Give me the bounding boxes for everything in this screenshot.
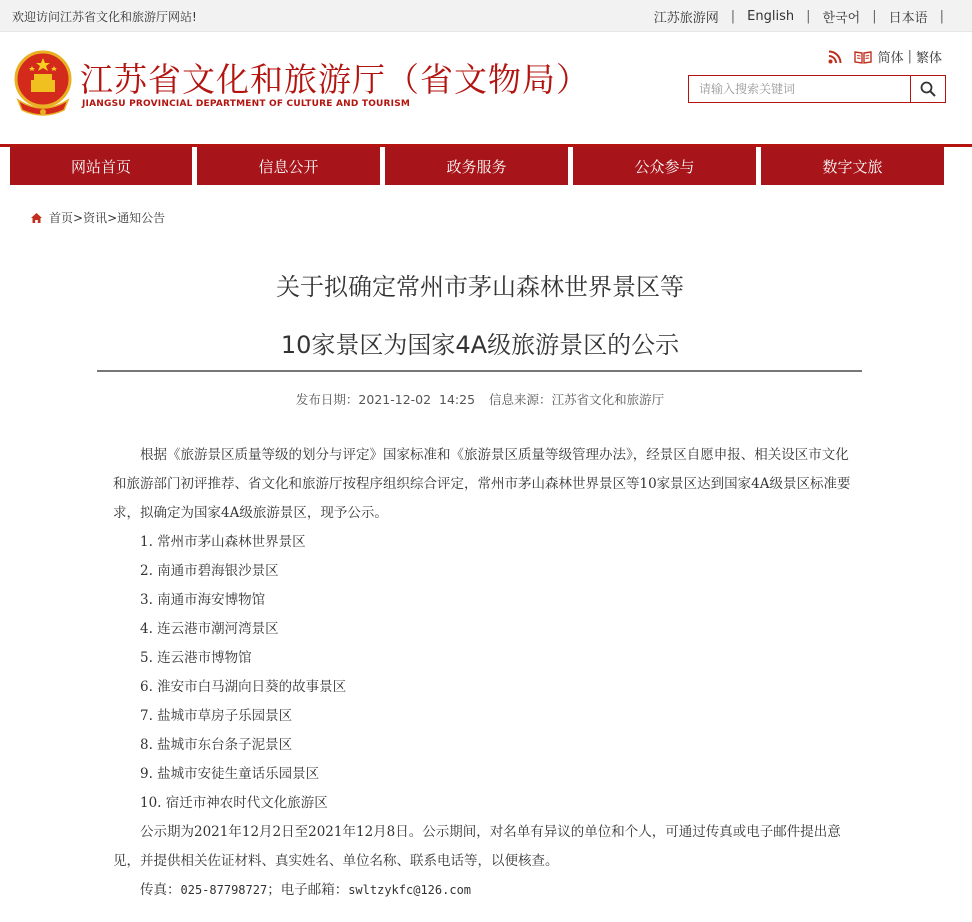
simplified-chinese-link[interactable]: 简体 — [877, 51, 904, 66]
list-item: 7. 盐城市草房子乐园景区 — [140, 708, 293, 724]
list-item: 3. 南通市海安博物馆 — [140, 592, 266, 608]
breadcrumb-separator: > — [73, 210, 84, 225]
nav-item-gov-services[interactable]: 政务服务 — [385, 147, 568, 185]
japanese-link[interactable]: 日本语 — [888, 11, 928, 26]
title-divider — [97, 370, 862, 372]
accessibility-book-icon[interactable] — [854, 50, 872, 64]
header-tools — [828, 47, 942, 66]
article-title-line1: 关于拟确定常州市茅山森林世界景区等 — [276, 273, 684, 301]
divider: | — [939, 9, 944, 24]
traditional-chinese-link[interactable]: 繁体 — [915, 51, 942, 66]
article-meta — [0, 390, 960, 408]
main-nav — [0, 144, 972, 186]
nav-item-home[interactable]: 网站首页 — [10, 147, 192, 185]
english-link[interactable]: English — [747, 9, 795, 24]
home-icon — [30, 212, 43, 224]
article-intro: 根据《旅游景区质量等级的划分与评定》国家标准和《旅游景区质量等级管理办法》，经景区自愿申报、相关设区市文化和旅游部门初评推荐、省文化和旅游厅按程序组织综合评定，常州市茅山森林世界景区等10家景区达到国家4A级景区标准要求，拟确定为国家4A级旅游景区，现予公示。 — [113, 447, 851, 521]
date-label: 发布日期： — [295, 392, 359, 407]
email-label: ；电子邮箱： — [267, 882, 349, 898]
list-item: 4. 连云港市潮河湾景区 — [140, 621, 279, 637]
breadcrumb-news[interactable]: 资讯 — [83, 211, 108, 225]
nav-item-public-participation[interactable]: 公众参与 — [573, 147, 756, 185]
divider: | — [806, 9, 811, 24]
fax-label: 传真： — [140, 882, 181, 898]
list-item: 6. 淮安市白马湖向日葵的故事景区 — [140, 679, 347, 695]
search-button[interactable] — [910, 76, 945, 102]
contact-line — [113, 876, 853, 905]
article-title-line2: 10家景区为国家4A级旅游景区的公示 — [280, 331, 680, 359]
jiangsu-tourism-link[interactable]: 江苏旅游网 — [653, 11, 719, 26]
breadcrumb — [30, 209, 165, 226]
korean-link[interactable]: 한국어 — [822, 11, 861, 26]
rss-icon[interactable] — [828, 50, 842, 64]
info-source: 江苏省文化和旅游厅 — [551, 392, 665, 407]
site-subtitle: JIANGSU PROVINCIAL DEPARTMENT OF CULTURE AND TOURISM — [82, 99, 411, 109]
divider: | — [907, 49, 912, 64]
top-utility-bar — [0, 0, 972, 32]
nav-item-digital-tourism[interactable]: 数字文旅 — [761, 147, 944, 185]
welcome-text: 欢迎访问江苏省文化和旅游厅网站! — [12, 10, 197, 24]
list-item: 10. 宿迁市神农时代文化旅游区 — [140, 795, 328, 811]
site-header — [0, 32, 972, 144]
search-input[interactable] — [689, 76, 910, 102]
nav-item-info-disclosure[interactable]: 信息公开 — [197, 147, 380, 185]
list-item: 8. 盐城市东台条子泥景区 — [140, 737, 293, 753]
site-title: 江苏省文化和旅游厅（省文物局） — [80, 60, 590, 99]
publish-date: 2021-12-02 14:25 — [358, 392, 476, 407]
email-address[interactable]: swltzykfc@126.com — [348, 883, 472, 897]
divider: | — [730, 9, 736, 24]
fax-number: 025-87798727 — [180, 883, 268, 897]
article-content — [113, 441, 853, 905]
breadcrumb-notices[interactable]: 通知公告 — [117, 211, 166, 225]
list-item: 2. 南通市碧海银沙景区 — [140, 563, 279, 579]
top-links — [654, 7, 944, 26]
divider: | — [872, 9, 877, 24]
breadcrumb-home[interactable]: 首页 — [49, 211, 74, 225]
search-icon — [920, 81, 936, 97]
list-item: 5. 连云港市博物馆 — [140, 650, 252, 666]
national-emblem-icon — [14, 50, 72, 120]
search-box — [688, 75, 946, 103]
list-item: 9. 盐城市安徒生童话乐园景区 — [140, 766, 320, 782]
article-notice: 公示期为2021年12月2日至2021年12月8日。公示期间，对名单有异议的单位和个人，可通过传真或电子邮件提出意见，并提供相关佐证材料、真实姓名、单位名称、联系电话等，以便核查。 — [113, 824, 841, 869]
breadcrumb-separator: > — [107, 210, 118, 225]
source-label: 信息来源： — [489, 392, 552, 407]
list-item: 1. 常州市茅山森林世界景区 — [140, 534, 306, 550]
